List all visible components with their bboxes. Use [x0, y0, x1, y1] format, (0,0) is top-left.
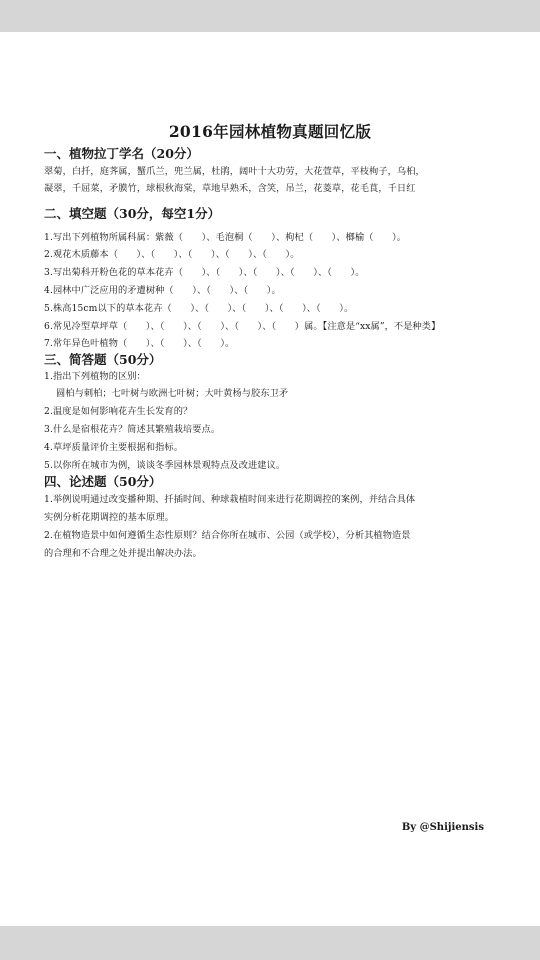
short-answer-question: 1.指出下列植物的区别：	[44, 371, 146, 382]
section-heading-fill-in: 二、填空题（30分，每空1分）	[44, 206, 221, 221]
short-answer-subline: 圆柏与刺柏；七叶树与欧洲七叶树；大叶黄杨与胶东卫矛	[56, 388, 289, 399]
essay-question: 2.在植物造景中如何遵循生态性原则？结合你所在城市、公园（或学校），分析其植物造景	[44, 530, 411, 541]
essay-question: 实例分析花期调控的基本原理。	[44, 512, 175, 523]
author-credit: By @Shijiensis	[401, 822, 484, 833]
section1-line: 凝翠，千屈菜，矛膜竹，球根秋海棠，草地早熟禾，含笑，吊兰，花菱草，花毛茛，千日红	[44, 183, 416, 194]
section-heading-short-answer: 三、简答题（50分）	[44, 352, 162, 367]
essay-question: 1.举例说明通过改变播种期、扦插时间、种球栽植时间来进行花期调控的案例，并结合具体	[44, 494, 416, 505]
fill-in-question: 3.写出菊科开粉色花的草本花卉（ ）、（ ）、（ ）、（ ）、（ ）。	[44, 267, 365, 278]
document-title: 2016年园林植物真题回忆版	[168, 122, 372, 141]
short-answer-question: 5.以你所在城市为例，谈谈冬季园林景观特点及改进建议。	[44, 460, 286, 471]
short-answer-question: 3.什么是宿根花卉？简述其繁殖栽培要点。	[44, 424, 221, 435]
document-page	[0, 32, 540, 926]
fill-in-question: 4.园林中广泛应用的矛遭树种（ ）、（ ）、（ ）。	[44, 285, 281, 296]
section-heading-latin-names: 一、植物拉丁学名（20分）	[44, 146, 199, 161]
fill-in-question: 6.常见冷型草坪草（ ）、（ ）、（ ）、（ ）、（ ）属。【注意是“xx属”，不是种类】	[44, 321, 441, 332]
section1-line: 翠菊，白扦，庭荠属，蟹爪兰，兜兰属，杜鹃，阔叶十大功劳，大花萱草，平枝栒子，乌桕，	[44, 166, 425, 177]
section-heading-essay: 四、论述题（50分）	[44, 474, 162, 489]
fill-in-question: 7.常年异色叶植物（ ）、（ ）、（ ）。	[44, 338, 235, 349]
essay-question: 的合理和不合理之处并提出解决办法。	[44, 548, 202, 559]
fill-in-question: 5.株高15cm以下的草本花卉（ ）、（ ）、（ ）、（ ）、（ ）。	[44, 303, 354, 314]
short-answer-question: 2.温度是如何影响花卉生长发育的？	[44, 406, 193, 417]
fill-in-question: 2.观花木质藤本（ ）、（ ）、（ ）、（ ）、（ ）。	[44, 249, 300, 260]
short-answer-question: 4.草坪质量评价主要根据和指标。	[44, 442, 183, 453]
fill-in-question: 1.写出下列植物所属科属：紫薇（ ）、毛泡桐（ ）、枸杞（ ）、榔榆（ ）。	[44, 232, 407, 243]
